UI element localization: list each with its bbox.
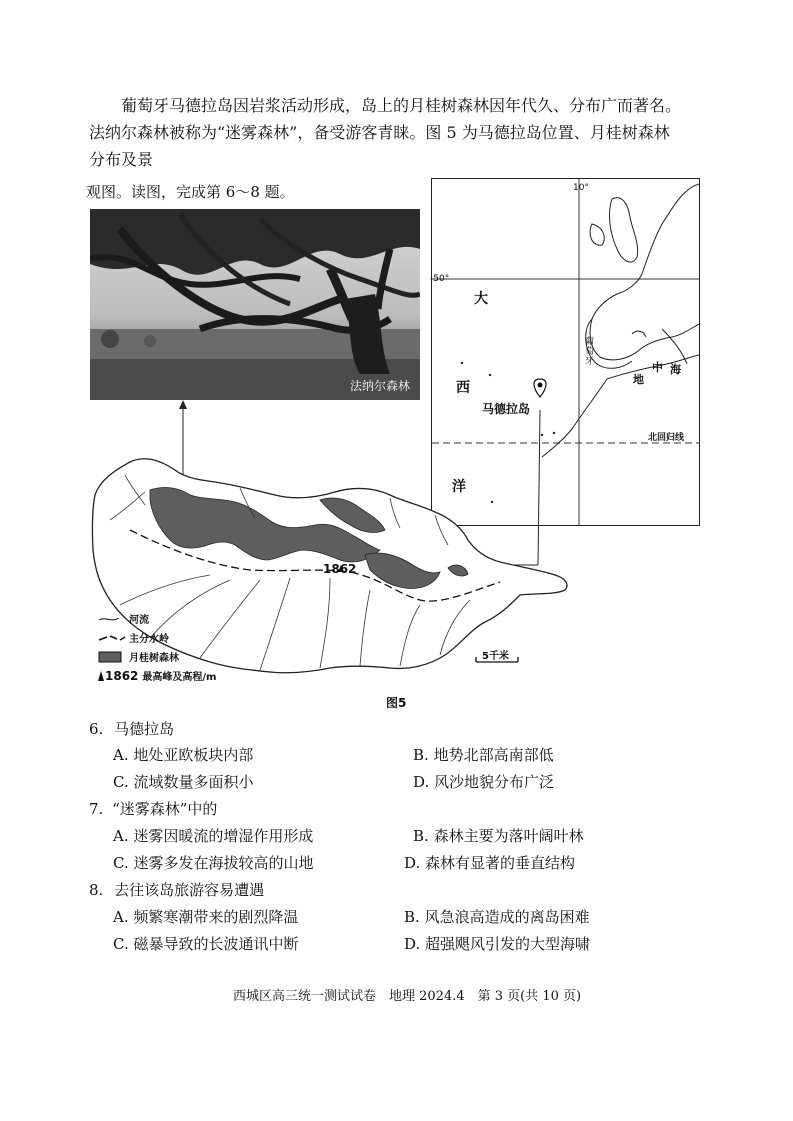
option-text: 频繁寒潮带来的剧烈降温 [133, 908, 299, 926]
option-6c[interactable] [113, 771, 254, 792]
divide-symbol [97, 633, 129, 643]
option-8c[interactable] [113, 933, 299, 954]
tropic-label: 北回归线 [648, 433, 685, 443]
question-6 [89, 718, 174, 739]
option-letter: C. [113, 935, 129, 953]
legend-label: 主分水岭 [129, 634, 169, 645]
option-text: 磁暴导致的长波通讯中断 [133, 935, 299, 953]
option-letter: A. [113, 746, 129, 764]
legend-item [97, 666, 216, 685]
sea-char: 中 [652, 361, 663, 374]
question-7 [89, 798, 217, 819]
river-symbol [97, 614, 129, 624]
option-text: 迷雾多发在海拔较高的山地 [133, 854, 314, 872]
intro-line: 分布及景 [89, 150, 154, 169]
legend-peak-value: 1862 [105, 668, 139, 683]
option-text: 风沙地貌分布广泛 [434, 773, 555, 791]
option-7c[interactable] [113, 852, 314, 873]
option-letter: C. [113, 773, 129, 791]
ocean-char: 大 [474, 291, 488, 307]
madeira-label: 马德拉岛 [482, 402, 531, 416]
option-text: 超强飓风引发的大型海啸 [425, 935, 591, 953]
intro-line: 观图。读图，完成第 6～8 题。 [86, 183, 295, 201]
figure-caption: 图5 [386, 696, 407, 710]
intro-line: 葡萄牙马德拉岛因岩浆活动形成，岛上的月桂树森林因年代久、分布广而著名。 [121, 96, 682, 115]
option-letter: D. [404, 854, 421, 872]
option-6d[interactable] [413, 771, 554, 792]
option-letter: B. [413, 746, 429, 764]
option-text: 流域数量多面积小 [133, 773, 254, 791]
ocean-char: 洋 [452, 479, 466, 495]
option-letter: A. [113, 827, 129, 845]
country-label: 葡萄牙 [585, 337, 595, 367]
option-text: 森林主要为落叶阔叶林 [433, 827, 584, 845]
peak-symbol [97, 670, 105, 682]
legend-item [97, 609, 216, 628]
option-6b[interactable] [413, 744, 554, 765]
legend-label: 最高峰及高程/m [142, 672, 217, 683]
option-text: 风急浪高造成的离岛困难 [424, 908, 590, 926]
page-footer: 西城区高三统一测试试卷 地理 2024.4 第 3 页(共 10 页) [233, 989, 582, 1004]
question-number: 6. [89, 720, 104, 738]
question-stem: “迷雾森林”中的 [112, 800, 218, 818]
question-number: 8. [89, 881, 104, 899]
option-text: 地处亚欧板块内部 [133, 746, 254, 764]
option-text: 地势北部高南部低 [433, 746, 554, 764]
option-letter: C. [113, 854, 129, 872]
legend-item [97, 628, 216, 647]
option-8a[interactable] [113, 906, 298, 927]
peak-elevation: 1862 [323, 562, 357, 576]
scale-label: 5千米 [482, 651, 509, 662]
intro-paragraph [89, 92, 729, 173]
fanal-forest-photo [90, 209, 420, 400]
latitude-label: -50° [430, 274, 450, 284]
legend-item [97, 647, 216, 666]
option-letter: B. [413, 827, 429, 845]
photo-caption: 法纳尔森林 [349, 379, 410, 393]
map-legend [97, 609, 216, 685]
option-7a[interactable] [113, 825, 313, 846]
question-number: 7. [89, 800, 104, 818]
option-6a[interactable] [113, 744, 253, 765]
sea-char: 海 [670, 363, 681, 376]
longitude-label: 10° [573, 183, 589, 193]
question-8 [89, 879, 264, 900]
forest-symbol [97, 651, 129, 663]
question-stem: 马德拉岛 [114, 720, 175, 738]
option-8b[interactable] [404, 906, 590, 927]
option-7d[interactable] [404, 852, 575, 873]
question-stem: 去往该岛旅游容易遭遇 [114, 881, 265, 899]
intro-line: 法纳尔森林被称为“迷雾森林”，备受游客青睐。图 5 为马德拉岛位置、月桂树森林 [89, 123, 670, 142]
option-8d[interactable] [404, 933, 590, 954]
legend-label: 河流 [129, 615, 149, 626]
sea-char: 地 [633, 373, 644, 386]
option-text: 森林有显著的垂直结构 [425, 854, 576, 872]
option-letter: B. [404, 908, 420, 926]
ocean-char: 西 [456, 380, 470, 396]
option-letter: A. [113, 908, 129, 926]
forest-photo-image [90, 209, 420, 400]
option-7b[interactable] [413, 825, 584, 846]
legend-label: 月桂树森林 [129, 653, 179, 664]
option-letter: D. [413, 773, 430, 791]
option-letter: D. [404, 935, 421, 953]
option-text: 迷雾因暖流的增湿作用形成 [133, 827, 314, 845]
